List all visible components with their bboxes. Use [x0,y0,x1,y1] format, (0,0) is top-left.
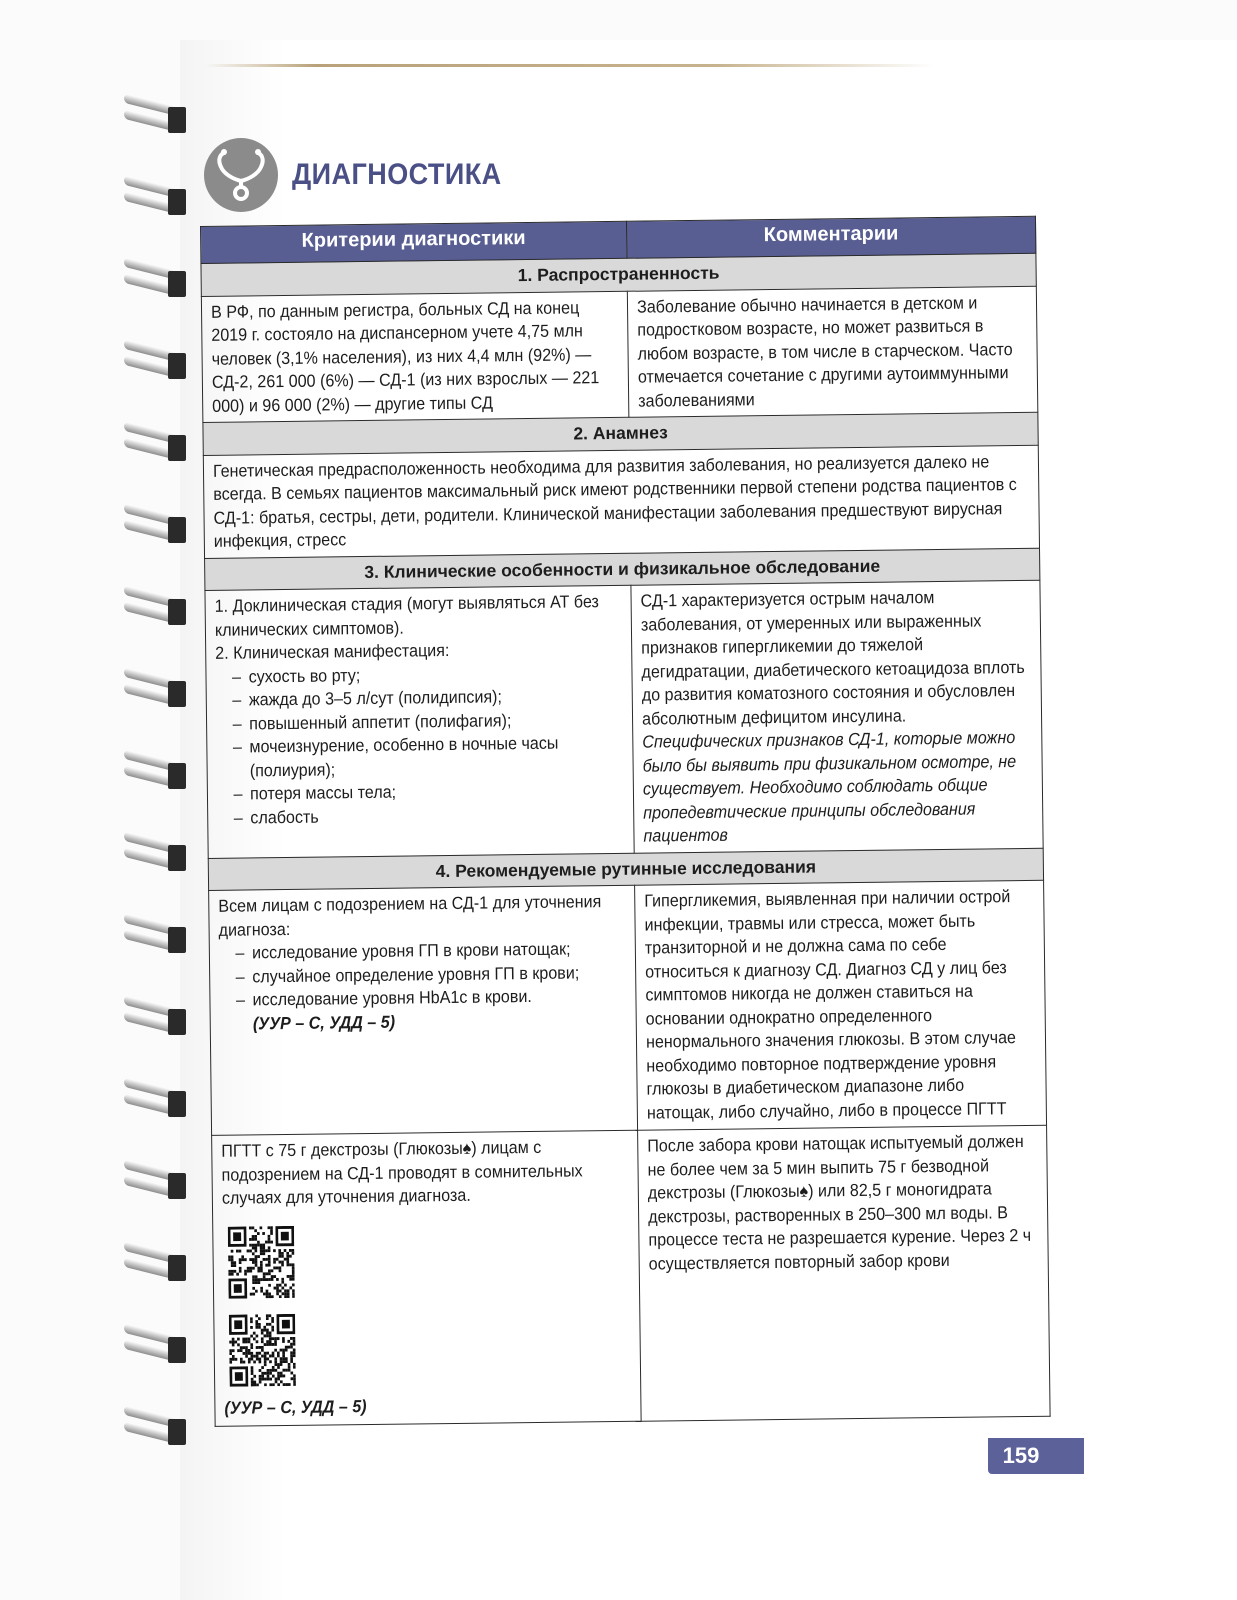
clinical-manifestation-text: 2. Клиническая манифестация: [215,639,450,663]
spiral-coil [120,1407,192,1453]
table-row [212,1125,1050,1426]
spiral-coil [120,505,192,551]
qr-code-icon[interactable] [229,1313,296,1386]
stethoscope-icon [204,138,278,212]
spiral-coil [120,751,192,797]
table-row [201,286,1037,423]
page-number: 159 [988,1438,1084,1474]
spiral-coil [120,177,192,223]
list-item: – случайное определение уровня ГП в крови; [236,960,624,988]
list-item: – слабость [234,801,622,829]
criteria-cell [212,1130,641,1426]
anamnesis-cell [203,445,1039,558]
spiral-coil [120,669,192,715]
spiral-coil [120,259,192,305]
tests-intro-text: Всем лицам с подозрением на СД-1 для уточнения диагноза: [218,891,602,940]
spiral-coil [120,1325,192,1371]
recommendation-grade: (УУР – С, УДД – 5) [224,1395,367,1418]
comments-text: Заболевание обычно начинается в детском и подростковом возрасте, но может развиться в любом возрасте, в том числе в старческом. Часто отмечается сочетание с другими аутоиммунными заболеваниями [636,292,1013,411]
table-row [209,880,1047,1135]
page-title: ДИАГНОСТИКА [292,158,502,191]
list-item: – исследование уровня ГП в крови натощак; [235,937,623,965]
comments-text: После забора крови натощак испытуемый должен не более чем за 5 мин выпить 75 г безводной декстрозы (Глюкозы♠) или 82,5 г моногидрата декстрозы, растворенных в 250–300 мл воды. В процессе теста не разрешается курение. Через 2 ч осуществляется повторный забор крови [646,1131,1032,1274]
criteria-cell [201,291,628,423]
spiral-coil [120,833,192,879]
comments-cell [634,880,1046,1130]
comments-italic-text: Специфических признаков СД-1, которые можно было бы выявить при физикальном осмотре, не существует. Необходимо соблюдать общие пропедевтические принципы обследования пациентов [642,727,1017,846]
spiral-coil [120,997,192,1043]
table-row [205,580,1043,858]
comments-cell [631,580,1043,852]
spiral-coil [120,423,192,469]
spiral-binding [120,95,195,1535]
top-rule [205,64,935,67]
list-item: – жажда до 3–5 л/сут (полидипсия); [232,684,620,712]
list-item: – потеря массы тела; [233,778,621,806]
spiral-coil [120,1161,192,1207]
spiral-coil [120,95,192,141]
comments-cell [627,286,1038,417]
qr-code-icon[interactable] [228,1225,295,1298]
spiral-coil [120,1079,192,1125]
diagnostics-table [200,216,1051,1427]
section-title-prevalence: 1. Распространенность [201,253,1036,296]
symptom-list [215,660,621,829]
criteria-text: В РФ, по данным регистра, больных СД на конец 2019 г. состояло на диспансерном учете 4,75 млн человек (3,1% населения), из них 4,4 млн (92%) — СД-2, 261 000 (6%) — СД-1 (из них взрослых — 221 000) и 96 000 (2%) — другие типы СД [210,296,600,416]
recommendation-grade: (УУР – С, УДД – 5) [252,1011,396,1033]
spiral-coil [120,341,192,387]
comments-cell [637,1125,1050,1421]
column-header-comments: Комментарии [626,216,1036,258]
ogtt-text: ПГТТ с 75 г декстрозы (Глюкозы♠) лицам с подозрением на СД-1 проводят в сомнительных случаях для уточнения диагноза. [221,1136,583,1208]
comments-text: СД-1 характеризуется острым началом заболевания, от умеренных или выраженных признаков гипергликемии до тяжелой дегидратации, диабетического кетоацидоза вплоть до развития коматозного состояния и обусловлен абсолютным дефицитом инсулина. [640,587,1025,729]
criteria-cell [209,885,638,1135]
section-title-routine-tests: 4. Рекомендуемые рутинные исследования [208,848,1043,891]
tests-list [219,937,624,1012]
spiral-coil [120,915,192,961]
list-item: – исследование уровня HbA1c в крови. [236,984,624,1012]
table-row [203,445,1039,558]
comments-text: Гипергликемия, выявленная при наличии острой инфекции, травмы или стресса, может быть транзиторной и не должна сама по себе относиться к диагнозу СД. Диагноз СД у лиц без симптомов никогда не должен ставиться на основании однократно определенного ненормального значения глюкозы. В этом случае необходимо повторное подтверждение уровня глюкозы в диабетическом диапазоне либо натощак, либо случайно, либо в процессе ПГТТ [643,886,1016,1123]
list-item: – сухость во рту; [232,660,620,688]
preclinical-stage-text: 1. Доклиническая стадия (могут выявляться АТ без клинических симптомов). [214,591,599,640]
spiral-coil [120,587,192,633]
criteria-cell [205,585,634,858]
list-item: – повышенный аппетит (полифагия); [233,707,621,735]
anamnesis-text: Генетическая предрасположенность необходима для развития заболевания, но реализуется далеко не всегда. В семьях пациентов максимальный риск имеют родственники первой степени родства пациентов с СД-1: братья, сестры, дети, родители. Клинической манифестации заболевания предшествуют вирусная инфекция, стресс [212,450,1017,551]
list-item: – мочеизнурение, особенно в ночные часы (полиурия); [233,731,621,783]
section-title-anamnesis: 2. Анамнез [203,412,1038,455]
column-header-criteria: Критерии диагностики [201,221,627,263]
spiral-coil [120,1243,192,1289]
section-title-clinical: 3. Клинические особенности и физикальное обследование [205,548,1040,591]
